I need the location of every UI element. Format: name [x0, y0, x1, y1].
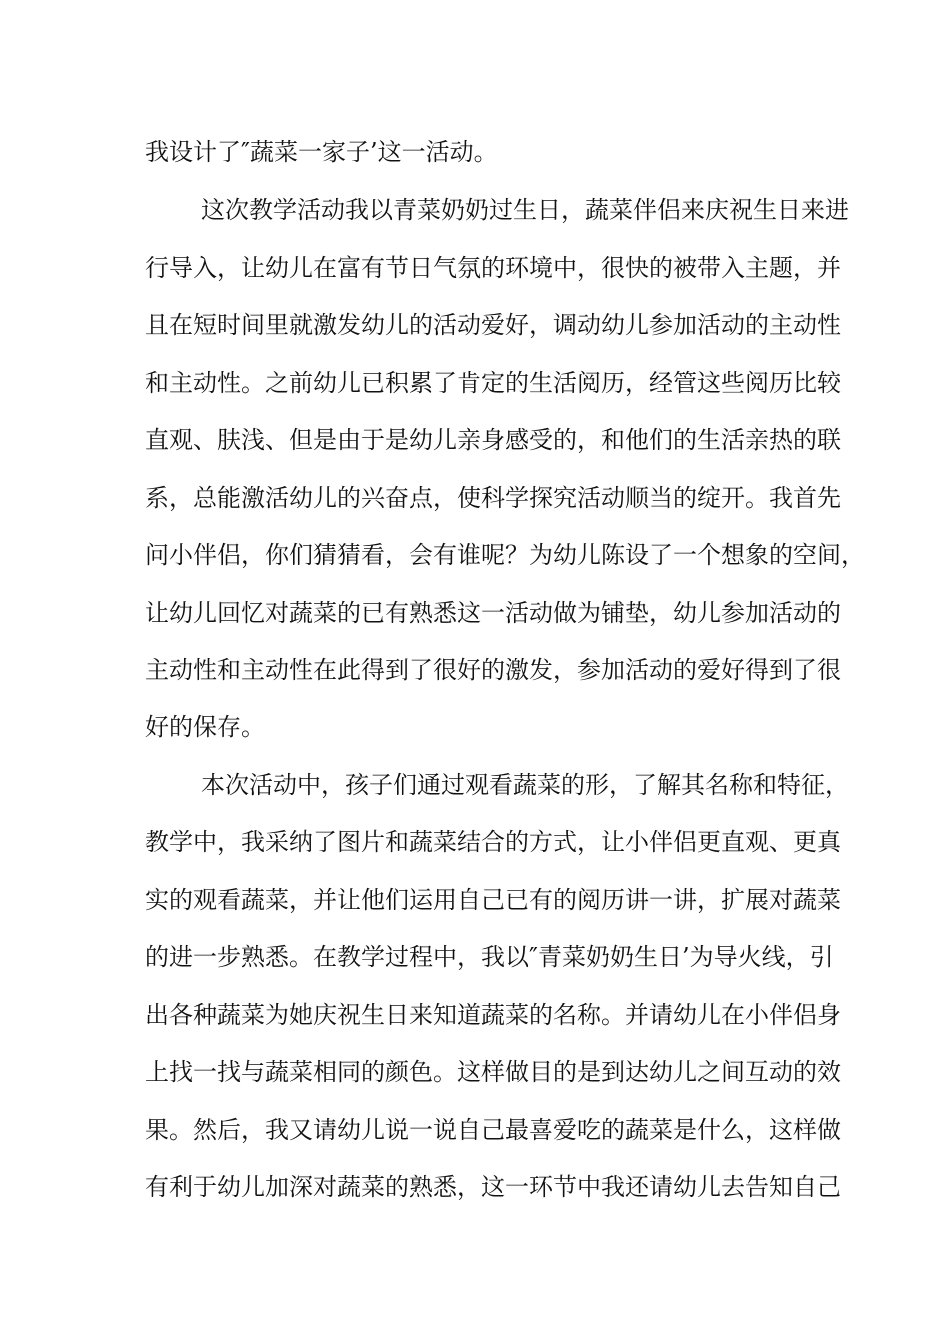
text-line: 实的观看蔬菜，并让他们运用自己已有的阅历讲一讲，扩展对蔬菜: [145, 886, 841, 914]
text-line: 有利于幼儿加深对蔬菜的熟悉，这一环节中我还请幼儿去告知自己: [145, 1173, 841, 1201]
text-line: 直观、肤浅、但是由于是幼儿亲身感受的，和他们的生活亲热的联: [145, 426, 841, 454]
text-line: 教学中，我采纳了图片和蔬菜结合的方式，让小伴侣更直观、更真: [145, 828, 841, 856]
text-line: 主动性和主动性在此得到了很好的激发，参加活动的爱好得到了很: [145, 656, 841, 684]
text-line: 行导入，让幼儿在富有节日气氛的环境中，很快的被带入主题，并: [145, 254, 841, 282]
text-line: 出各种蔬菜为她庆祝生日来知道蔬菜的名称。并请幼儿在小伴侣身: [145, 1001, 841, 1029]
text-line: 和主动性。之前幼儿已积累了肯定的生活阅历，经管这些阅历比较: [145, 369, 841, 397]
text-line: 我设计了″蔬菜一家子’这一活动。: [145, 138, 498, 166]
text-line: 果。然后，我又请幼儿说一说自己最喜爱吃的蔬菜是什么，这样做: [145, 1116, 841, 1144]
text-line: 系，总能激活幼儿的兴奋点，使科学探究活动顺当的绽开。我首先: [145, 484, 841, 512]
text-line: 上找一找与蔬菜相同的颜色。这样做目的是到达幼儿之间互动的效: [145, 1058, 841, 1086]
paragraph-first-line: 这次教学活动我以青菜奶奶过生日，蔬菜伴侣来庆祝生日来进: [201, 196, 849, 224]
paragraph-first-line: 本次活动中，孩子们通过观看蔬菜的形，了解其名称和特征，: [201, 771, 849, 799]
text-line: 问小伴侣，你们猜猜看，会有谁呢？为幼儿陈设了一个想象的空间，: [145, 541, 865, 569]
text-line: 的进一步熟悉。在教学过程中，我以″青菜奶奶生日’为导火线，引: [145, 943, 834, 971]
text-line: 且在短时间里就激发幼儿的活动爱好，调动幼儿参加活动的主动性: [145, 311, 841, 339]
text-line: 让幼儿回忆对蔬菜的已有熟悉这一活动做为铺垫，幼儿参加活动的: [145, 599, 841, 627]
text-line: 好的保存。: [145, 713, 265, 741]
